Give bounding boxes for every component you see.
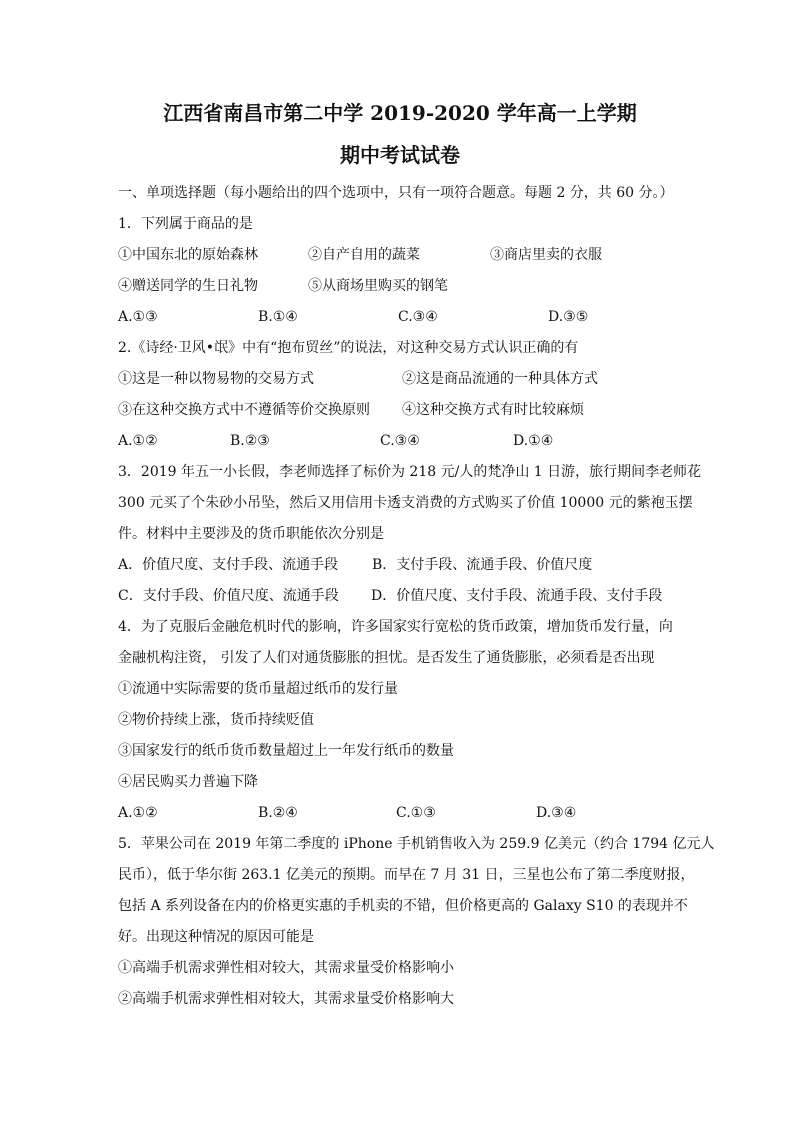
question-3 <box>118 457 702 612</box>
answer-choices <box>118 426 682 457</box>
choice-c: C．支付手段、价值尺度、流通手段 <box>118 588 339 604</box>
option-item: ①这是一种以物易物的交易方式 <box>118 371 314 387</box>
document-title-line1: 江西省南昌市第二中学 2019-2020 学年高一上学期 <box>163 101 637 125</box>
option-row <box>118 364 682 395</box>
question-2 <box>118 333 682 457</box>
option-item: ①流通中实际需要的货币量超过纸币的发行量 <box>118 681 398 697</box>
section-heading: 一、单项选择题（每小题给出的四个选项中，只有一项符合题意。每题 2 分，共 60 分。） <box>118 185 674 201</box>
choice-a: A.①③ <box>118 309 158 325</box>
question-stem: 5．苹果公司在 2019 年第二季度的 iPhone 手机销售收入为 259.9 亿美元（约合 1794 亿元人 <box>118 836 715 852</box>
option-item: ④赠送同学的生日礼物 <box>118 278 258 294</box>
option-item: ②自产自用的蔬菜 <box>308 247 420 263</box>
option-item: ③国家发行的纸币货币数量超过上一年发行纸币的数量 <box>118 743 454 759</box>
question-stem: 3．2019 年五一小长假，李老师选择了标价为 218 元/人的梵净山 1 日游，旅行期间李老师花 <box>118 464 702 480</box>
question-stem: 件。材料中主要涉及的货币职能依次分别是 <box>118 526 384 542</box>
answer-choices <box>118 581 682 612</box>
option-item: ①中国东北的原始森林 <box>118 247 258 263</box>
choice-b: B.②③ <box>230 433 270 449</box>
option-item: ⑤从商场里购买的钢笔 <box>308 278 448 294</box>
option-item: ②高端手机需求弹性相对较大，其需求量受价格影响大 <box>118 991 454 1007</box>
option-item: ④居民购买力普遍下降 <box>118 774 258 790</box>
document-title-line2: 期中考试试卷 <box>340 143 460 167</box>
choice-b: B.①④ <box>258 309 298 325</box>
question-5 <box>118 829 715 1015</box>
choice-c: C.③④ <box>398 309 438 325</box>
choice-c: C.③④ <box>380 433 420 449</box>
answer-choices <box>118 302 682 333</box>
choice-d: D.③④ <box>536 805 577 821</box>
option-row <box>118 395 682 426</box>
option-item: ②这是商品流通的一种具体方式 <box>402 371 598 387</box>
option-item: ③商店里卖的衣服 <box>490 247 602 263</box>
answer-choices <box>118 550 682 581</box>
option-row <box>118 240 682 271</box>
choice-d: D.③⑤ <box>548 309 589 325</box>
option-item: ①高端手机需求弹性相对较大，其需求量受价格影响小 <box>118 960 454 976</box>
answer-choices <box>118 798 682 829</box>
question-stem: 民币），低于华尔街 263.1 亿美元的预期。而早在 7 月 31 日，三星也公布了第二季度财报， <box>118 867 695 883</box>
question-stem: 2.《诗经·卫风•氓》中有“抱布贸丝”的说法，对这种交易方式认识正确的有 <box>118 340 579 356</box>
choice-c: C.①③ <box>396 805 436 821</box>
question-stem: 包括 A 系列设备在内的价格更实惠的手机卖的不错，但价格更高的 Galaxy S10 的表现并不 <box>118 898 688 914</box>
question-stem: 4．为了克服后金融危机时代的影响，许多国家实行宽松的货币政策，增加货币发行量，向 <box>118 619 673 635</box>
option-row <box>118 271 682 302</box>
option-item: ②物价持续上涨，货币持续贬值 <box>118 712 314 728</box>
question-1 <box>118 209 682 333</box>
choice-b: B.②④ <box>258 805 298 821</box>
question-stem: 1．下列属于商品的是 <box>118 216 253 232</box>
question-4 <box>118 612 682 829</box>
choice-a: A.①② <box>118 805 158 821</box>
choice-d: D．价值尺度、支付手段、流通手段、支付手段 <box>371 588 663 604</box>
question-stem: 好。出现这种情况的原因可能是 <box>118 929 314 945</box>
question-stem: 金融机构注资， 引发了人们对通货膨胀的担忧。是否发生了通货膨胀，必须看是否出现 <box>118 650 655 666</box>
choice-a: A．价值尺度、支付手段、流通手段 <box>118 557 339 573</box>
choice-d: D.①④ <box>513 433 554 449</box>
option-item: ④这种交换方式有时比较麻烦 <box>402 402 584 418</box>
question-stem: 300 元买了个朱砂小吊坠，然后又用信用卡透支消费的方式购买了价值 10000 元的紫袍玉摆 <box>118 495 693 511</box>
choice-a: A.①② <box>118 433 158 449</box>
option-item: ③在这种交换方式中不遵循等价交换原则 <box>118 402 370 418</box>
choice-b: B．支付手段、流通手段、价值尺度 <box>372 557 593 573</box>
